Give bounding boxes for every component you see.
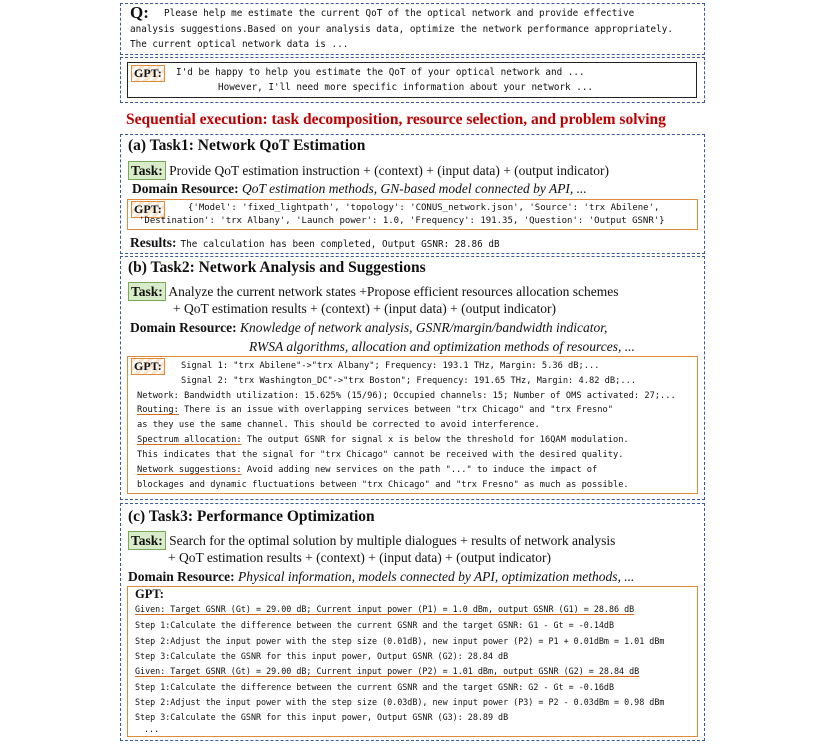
gpt-intro-label: GPT: <box>131 65 165 82</box>
task2-routing-row <box>137 405 613 415</box>
task2-task-text-1: Analyze the current network states +Propose efficient resources allocation schemes <box>168 284 619 299</box>
task2-spectrum-row <box>137 435 629 445</box>
task2-signal-1: Signal 1: "trx Abilene"->"trx Albany"; Frequency: 193.1 THz, Margin: 5.36 dB;... <box>181 361 600 371</box>
task2-suggest-text-2: blockages and dynamic fluctuations between "trx Chicago" and "trx Fresno" as much as possible. <box>137 480 629 490</box>
task2-title: (b) Task2: Network Analysis and Suggestions <box>128 259 426 276</box>
task1-domain-text: QoT estimation methods, GN-based model connected by API, ... <box>241 181 587 196</box>
task2-gpt-label: GPT: <box>131 358 165 375</box>
task2-domain-row <box>130 320 607 336</box>
gpt-intro-tag-wrap <box>131 65 165 82</box>
task3-step2-1: Step 1:Calculate the difference between the current GSNR and the target GSNR: G2 - Gt = -0.16dB <box>135 682 615 692</box>
task3-title: (c) Task3: Performance Optimization <box>128 508 375 525</box>
task2-domain-label: Domain Resource: <box>130 320 237 335</box>
task2-domain-text-1: Knowledge of network analysis, GSNR/margin/bandwidth indicator, <box>239 320 608 335</box>
task2-gpt-tag-wrap <box>131 358 165 375</box>
task1-domain-label: Domain Resource: <box>132 181 239 196</box>
task2-routing-text: There is an issue with overlapping services between "trx Chicago" and "trx Fresno" <box>178 405 613 415</box>
q-label: Q: <box>130 3 149 22</box>
task1-domain-row <box>132 181 587 197</box>
task2-suggest-text: Avoid adding new services on the path "..." to induce the impact of <box>241 465 598 475</box>
task1-results-label: Results: <box>130 235 177 250</box>
task3-gpt-label: GPT: <box>135 587 164 601</box>
task2-network-line: Network: Bandwidth utilization: 15.625% (15/96); Occupied channels: 15; Number of OMS activated: 27;... <box>137 391 676 401</box>
task3-task-text-2: + QoT estimation results + (context) + (input data) + (output indicator) <box>168 550 551 565</box>
task3-domain-label: Domain Resource: <box>128 569 235 584</box>
gpt-intro-line-1: I'd be happy to help you estimate the QoT of your optical network and ... <box>176 67 585 78</box>
task2-spectrum-text-2: This indicates that the signal for "trx Chicago" cannot be received with the desired quality. <box>137 450 624 460</box>
task2-domain-text-2: RWSA algorithms, allocation and optimization methods of resources, ... <box>249 339 635 354</box>
task1-task-text: Provide QoT estimation instruction + (context) + (input data) + (output indicator) <box>169 163 610 178</box>
task3-given-1: Given: Target GSNR (Gt) = 29.00 dB; Current input power (P1) = 1.0 dBm, output GSNR (G1) = 28.86 dB <box>135 604 635 614</box>
task1-task-label: Task: <box>128 161 166 180</box>
task1-gpt-line-1: {'Model': 'fixed_lightpath', 'topology': 'CONUS_network.json', 'Source': 'trx Abilene', <box>188 203 660 213</box>
task3-step1-2: Step 2:Adjust the input power with the step size (0.01dB), new input power (P2) = P1 + 0.01dBm = 1.01 dBm <box>135 636 665 646</box>
task2-routing-text-2: as they use the same channel. This should be corrected to avoid interference. <box>137 420 540 430</box>
gpt-intro-line-2: However, I'll need more specific information about your network ... <box>218 82 594 93</box>
task2-suggest-row <box>137 465 597 475</box>
task1-task-row <box>128 161 609 180</box>
task3-step2-2: Step 2:Adjust the input power with the step size (0.03dB), new input power (P3) = P2 - 0.03dBm = 0.98 dBm <box>135 697 665 707</box>
task2-suggest-label: Network suggestions: <box>137 465 242 475</box>
task3-step1-3: Step 3:Calculate the GSNR for this input power, Output GSNR (G2): 28.84 dB <box>135 651 509 661</box>
task2-routing-label: Routing: <box>137 405 179 415</box>
q-line-3: The current optical network data is ... <box>130 39 349 50</box>
task1-title: (a) Task1: Network QoT Estimation <box>128 137 366 154</box>
task3-step2-3: Step 3:Calculate the GSNR for this input power, Output GSNR (G3): 28.89 dB <box>135 712 509 722</box>
task2-spectrum-label: Spectrum allocation: <box>137 435 242 445</box>
task3-step1-1: Step 1:Calculate the difference between the current GSNR and the target GSNR: G1 - Gt = -0.14dB <box>135 620 615 630</box>
task1-gpt-line-2: 'Destination': 'trx Albany', 'Launch power': 1.0, 'Frequency': 191.35, 'Question': 'Output GSNR'} <box>139 216 665 226</box>
task3-domain-row <box>128 569 634 585</box>
task2-task-label: Task: <box>128 282 166 301</box>
task1-gpt-label: GPT: <box>131 201 165 218</box>
task3-given-2: Given: Target GSNR (Gt) = 29.00 dB; Current input power (P2) = 1.01 dBm, output GSNR (G2) = 28.84 dB <box>135 666 640 676</box>
task1-results-text: The calculation has been completed, Output GSNR: 28.86 dB <box>180 239 500 250</box>
q-line-2: analysis suggestions.Based on your analysis data, optimize the network performance appropriately. <box>130 24 673 35</box>
task2-task-text-2: + QoT estimation results + (context) + (input data) + (output indicator) <box>173 301 556 316</box>
q-line-1: Please help me estimate the current QoT of the optical network and provide effective <box>164 8 635 19</box>
task2-spectrum-text: The output GSNR for signal x is below the threshold for 16QAM modulation. <box>241 435 629 445</box>
task3-ellipsis: ... <box>144 724 160 734</box>
task1-results-row <box>130 234 500 252</box>
task2-signal-2: Signal 2: "trx Washington_DC"->"trx Boston"; Frequency: 191.65 THz, Margin: 4.82 dB;... <box>181 376 637 386</box>
task3-task-label: Task: <box>128 531 166 550</box>
task2-task-row <box>128 282 619 301</box>
task3-task-row <box>128 531 615 550</box>
task3-task-text-1: Search for the optimal solution by multiple dialogues + results of network analysis <box>169 533 616 548</box>
task3-domain-text: Physical information, models connected by API, optimization methods, ... <box>237 569 635 584</box>
sequential-banner: Sequential execution: task decomposition, resource selection, and problem solving <box>126 111 666 128</box>
